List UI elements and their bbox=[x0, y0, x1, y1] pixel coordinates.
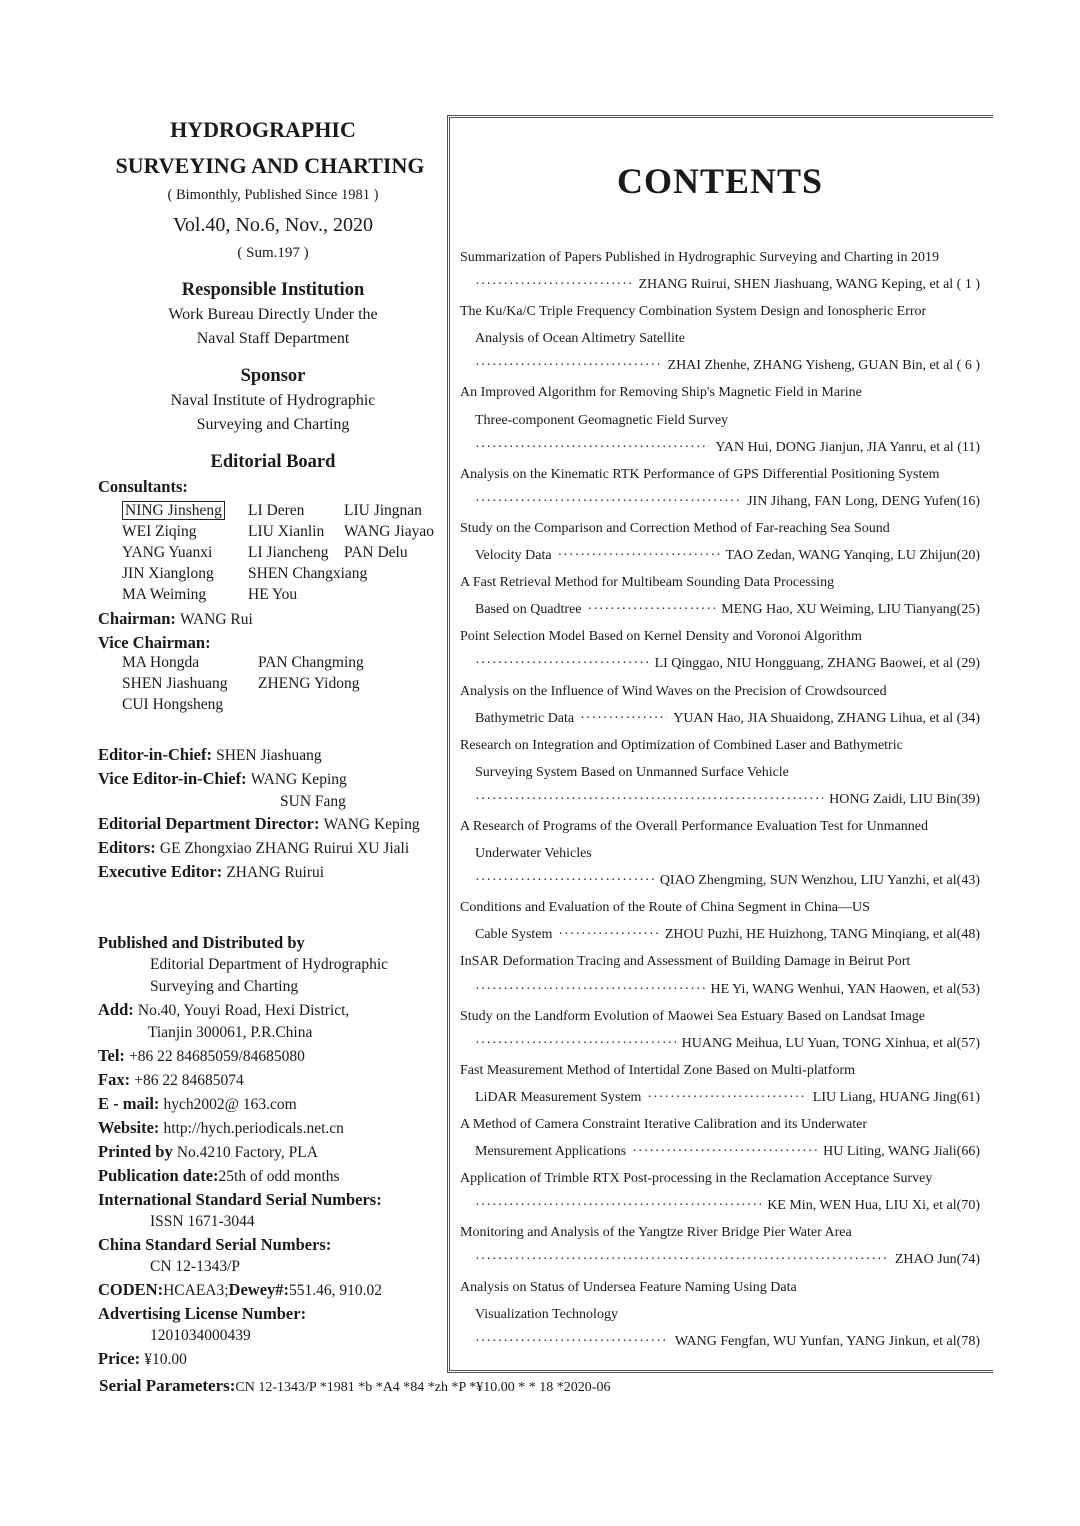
tel-value: +86 22 84685059/84685080 bbox=[129, 1048, 305, 1065]
toc-entry-title-end: Mensurement Applications bbox=[475, 1144, 627, 1160]
executive-editor-name: ZHANG Ruirui bbox=[226, 864, 325, 881]
responsible-heading: Responsible Institution bbox=[181, 280, 365, 300]
toc-leader-dots bbox=[475, 867, 654, 894]
price-value: ¥10.00 bbox=[144, 1351, 187, 1368]
consultant-name: LIU Xianlin bbox=[248, 523, 325, 540]
serial-parameters bbox=[99, 1376, 610, 1396]
toc-entry-author-row bbox=[460, 786, 980, 813]
address-value: No.40, Youyi Road, Hexi District, bbox=[137, 1002, 350, 1019]
toc-entry-author-row bbox=[460, 542, 980, 569]
toc-leader-dots bbox=[475, 1246, 889, 1273]
toc-entry-authors: LI Qinggao, NIU Hongguang, ZHANG Baowei, et al (29) bbox=[654, 656, 980, 672]
toc-entry-title: Analysis of Ocean Altimetry Satellite bbox=[475, 331, 685, 347]
toc-leader-dots bbox=[475, 352, 662, 379]
vice-chairman-name: ZHENG Yidong bbox=[258, 675, 360, 692]
vice-chairman-row bbox=[122, 696, 364, 717]
address-value-2: Tianjin 300061, P.R.China bbox=[148, 1024, 313, 1041]
toc-entry-author-row bbox=[460, 596, 980, 623]
email-line bbox=[98, 1092, 448, 1116]
consultant-row bbox=[122, 544, 434, 565]
vice-chairman-name: CUI Hongsheng bbox=[122, 696, 224, 713]
toc-leader-dots bbox=[475, 976, 705, 1003]
consultant-name: JIN Xianglong bbox=[122, 565, 214, 582]
toc-entry-title: The Ku/Ka/C Triple Frequency Combination System Design and Ionospheric Error bbox=[460, 304, 927, 320]
toc-leader-dots bbox=[558, 921, 658, 948]
toc-leader-dots bbox=[475, 1192, 761, 1219]
toc-entry-author-row bbox=[460, 867, 980, 894]
toc-leader-dots bbox=[475, 786, 823, 813]
chairman-name: WANG Rui bbox=[180, 611, 253, 628]
sum-number: ( Sum.197 ) bbox=[237, 245, 309, 261]
toc-entry-authors: LIU Liang, HUANG Jing(61) bbox=[812, 1089, 980, 1105]
vice-chairman-label: Vice Chairman: bbox=[98, 633, 211, 652]
consultant-name: MA Weiming bbox=[122, 586, 207, 603]
pubdate-line bbox=[98, 1164, 448, 1188]
toc-entry-authors: QIAO Zhengming, SUN Wenzhou, LIU Yanzhi, et al(43) bbox=[659, 873, 980, 889]
coden-line bbox=[98, 1278, 448, 1302]
toc-entry-authors: HE Yi, WANG Wenhui, YAN Haowen, et al(53) bbox=[710, 981, 980, 997]
vice-editor-line bbox=[98, 767, 448, 791]
toc-entry-title: Summarization of Papers Published in Hydrographic Surveying and Charting in 2019 bbox=[460, 250, 940, 265]
toc-leader-dots bbox=[558, 542, 720, 569]
toc-leader-dots bbox=[580, 705, 667, 732]
toc-entry-title: Conditions and Evaluation of the Route of China Segment in China—US bbox=[460, 900, 870, 916]
vice-editor-name: WANG Keping bbox=[250, 771, 347, 788]
printed-label: Printed by bbox=[98, 1142, 173, 1161]
toc-entry-title: Analysis on Status of Undersea Feature Naming Using Data bbox=[460, 1279, 797, 1295]
chairman-label: Chairman: bbox=[98, 609, 176, 628]
director-line bbox=[98, 812, 448, 836]
executive-editor-line bbox=[98, 860, 448, 884]
toc-entry-title: Research on Integration and Optimization of Combined Laser and Bathymetric bbox=[460, 737, 903, 753]
sponsor-heading: Sponsor bbox=[240, 366, 306, 386]
director-label: Editorial Department Director: bbox=[98, 814, 320, 833]
toc-entry-authors: YAN Hui, DONG Jianjun, JIA Yanru, et al (11) bbox=[715, 439, 980, 455]
consultant-row bbox=[122, 586, 434, 607]
toc-entry-authors: ZHAO Jun(74) bbox=[894, 1252, 980, 1268]
toc-leader-dots bbox=[647, 1084, 806, 1111]
journal-title-line2: SURVEYING AND CHARTING bbox=[115, 153, 425, 178]
editor-in-chief-name: SHEN Jiashuang bbox=[216, 747, 322, 764]
toc-entry-title-end: Velocity Data bbox=[475, 548, 552, 564]
printed-line bbox=[98, 1140, 448, 1164]
toc-entry-title: Underwater Vehicles bbox=[475, 846, 592, 862]
coden-label: CODEN: bbox=[98, 1280, 164, 1299]
toc-entry-authors: KE Min, WEN Hua, LIU Xi, et al(70) bbox=[767, 1198, 980, 1214]
email-value: hych2002@ 163.com bbox=[163, 1096, 297, 1113]
pubdate-value: 25th of odd months bbox=[218, 1168, 340, 1185]
published-label: Published and Distributed by bbox=[98, 933, 305, 952]
toc-entry-title: Application of Trimble RTX Post-processing in the Reclamation Acceptance Survey bbox=[460, 1171, 933, 1187]
toc-leader-dots bbox=[475, 488, 741, 515]
toc-leader-dots bbox=[475, 650, 649, 677]
toc-entry-title: Three-component Geomagnetic Field Survey bbox=[475, 412, 729, 428]
editor-in-chief-line bbox=[98, 743, 448, 767]
vice-chairman-name: MA Hongda bbox=[122, 654, 200, 671]
consultant-name: YANG Yuanxi bbox=[122, 544, 213, 561]
consultant-name: WANG Jiayao bbox=[344, 523, 434, 540]
toc-entry-author-row bbox=[460, 1328, 980, 1355]
website-value: http://hych.periodicals.net.cn bbox=[163, 1120, 344, 1137]
toc-leader-dots bbox=[475, 1030, 676, 1057]
toc-entry-title: Study on the Landform Evolution of Maowei Sea Estuary Based on Landsat Image bbox=[460, 1008, 926, 1024]
toc-entry-author-row bbox=[460, 1192, 980, 1219]
responsible-line2: Naval Staff Department bbox=[196, 330, 350, 347]
editors-label: Editors: bbox=[98, 838, 156, 857]
consultant-name: WEI Ziqing bbox=[122, 523, 197, 540]
toc-entry-author-row bbox=[460, 1138, 980, 1165]
masthead-column bbox=[98, 112, 448, 1371]
toc-entry-title: An Improved Algorithm for Removing Ship's Magnetic Field in Marine bbox=[460, 385, 862, 401]
consultants-label: Consultants: bbox=[98, 477, 188, 496]
toc-entry-author-row bbox=[460, 488, 980, 515]
responsible-line1: Work Bureau Directly Under the bbox=[168, 306, 378, 323]
tel-line bbox=[98, 1044, 448, 1068]
toc-entry-authors: ZHANG Ruirui, SHEN Jiashuang, WANG Keping, et al ( 1 ) bbox=[638, 277, 980, 293]
contents-title: CONTENTS bbox=[616, 161, 824, 201]
chairman-line bbox=[98, 607, 448, 631]
toc-leader-dots bbox=[475, 271, 632, 298]
toc-entry-authors: ZHAI Zhenhe, ZHANG Yisheng, GUAN Bin, et al ( 6 ) bbox=[667, 358, 980, 374]
consultant-row bbox=[122, 502, 434, 523]
serial-value: CN 12-1343/P *1981 *b *A4 *84 *zh *P *¥10.00 * * 18 *2020-06 bbox=[235, 1380, 611, 1395]
published-line1: Editorial Department of Hydrographic bbox=[150, 956, 389, 973]
toc-entry-authors: ZHOU Puzhi, HE Huizhong, TANG Minqiang, et al(48) bbox=[664, 927, 980, 943]
dewey-value: 551.46, 910.02 bbox=[289, 1282, 383, 1299]
consultant-row bbox=[122, 523, 434, 544]
toc-entry-author-row bbox=[460, 271, 980, 298]
toc-entry-title-end: Cable System bbox=[475, 927, 553, 943]
cn-label: China Standard Serial Numbers: bbox=[98, 1235, 332, 1254]
toc-entry-author-row bbox=[460, 976, 980, 1003]
toc-leader-dots bbox=[475, 1328, 669, 1355]
toc-leader-dots bbox=[475, 434, 709, 461]
printed-value: No.4210 Factory, PLA bbox=[176, 1144, 318, 1161]
toc-entry-author-row bbox=[460, 352, 980, 379]
vice-chairman-row bbox=[122, 654, 364, 675]
vice-chairman-row bbox=[122, 675, 364, 696]
editorial-board-heading: Editorial Board bbox=[210, 452, 336, 472]
toc-entry-author-row bbox=[460, 705, 980, 732]
consultant-name: LI Deren bbox=[248, 502, 305, 519]
frequency: ( Bimonthly, Published Since 1981 ) bbox=[167, 187, 379, 203]
sponsor-line2: Surveying and Charting bbox=[196, 416, 350, 433]
toc-entry-title: Study on the Comparison and Correction Method of Far-reaching Sea Sound bbox=[460, 520, 890, 536]
price-label: Price: bbox=[98, 1349, 141, 1368]
email-label: E - mail: bbox=[98, 1094, 160, 1113]
vice-chairman-name: PAN Changming bbox=[258, 654, 364, 671]
toc-entry-title: Point Selection Model Based on Kernel Density and Voronoi Algorithm bbox=[460, 629, 862, 645]
toc-entry-title: Analysis on the Influence of Wind Waves on the Precision of Crowdsourced bbox=[460, 683, 887, 699]
consultant-name: LIU Jingnan bbox=[344, 502, 422, 519]
toc-entry-author-row bbox=[460, 1084, 980, 1111]
editors-line bbox=[98, 836, 448, 860]
ad-label: Advertising License Number: bbox=[98, 1304, 307, 1323]
consultant-name: PAN Delu bbox=[344, 544, 408, 561]
website-label: Website: bbox=[98, 1118, 160, 1137]
toc-entry-authors: WANG Fengfan, WU Yunfan, YANG Jinkun, et al(78) bbox=[674, 1333, 980, 1349]
executive-editor-label: Executive Editor: bbox=[98, 862, 223, 881]
toc-entry-authors: JIN Jihang, FAN Long, DENG Yufen(16) bbox=[747, 493, 980, 509]
consultant-name: LI Jiancheng bbox=[248, 544, 329, 561]
toc-entry-authors: TAO Zedan, WANG Yanqing, LU Zhijun(20) bbox=[725, 548, 980, 564]
consultant-name-boxed: NING Jinsheng bbox=[122, 501, 225, 520]
price-line bbox=[98, 1347, 448, 1371]
vice-editor-name-2: SUN Fang bbox=[280, 793, 346, 810]
website-line bbox=[98, 1116, 448, 1140]
toc-entry-authors: HUANG Meihua, LU Yuan, TONG Xinhua, et al(57) bbox=[681, 1035, 980, 1051]
toc-entry-title: Fast Measurement Method of Intertidal Zone Based on Multi-platform bbox=[460, 1062, 856, 1078]
address-line bbox=[98, 998, 448, 1022]
issn-value: ISSN 1671-3044 bbox=[150, 1213, 255, 1230]
cn-value: CN 12-1343/P bbox=[150, 1258, 240, 1275]
sponsor-line1: Naval Institute of Hydrographic bbox=[170, 392, 376, 409]
consultant-name: HE You bbox=[248, 586, 298, 603]
vice-chairman-name: SHEN Jiashuang bbox=[122, 675, 228, 692]
director-name: WANG Keping bbox=[323, 816, 420, 833]
dewey-label: Dewey#: bbox=[228, 1280, 290, 1299]
toc-entry-title: A Method of Camera Constraint Iterative Calibration and its Underwater bbox=[460, 1117, 868, 1132]
toc-leader-dots bbox=[632, 1138, 817, 1165]
fax-label: Fax: bbox=[98, 1070, 131, 1089]
toc-entry-title: A Fast Retrieval Method for Multibeam Sounding Data Processing bbox=[460, 575, 835, 591]
toc-entry-author-row bbox=[460, 1030, 980, 1057]
toc-entry-authors: MENG Hao, XU Weiming, LIU Tianyang(25) bbox=[721, 602, 980, 618]
toc-entry-author-row bbox=[460, 1246, 980, 1273]
consultant-name: SHEN Changxiang bbox=[248, 565, 368, 582]
journal-title-line1: HYDROGRAPHIC bbox=[170, 117, 356, 142]
vice-chairmen-table bbox=[122, 654, 364, 717]
toc-entry-title: A Research of Programs of the Overall Performance Evaluation Test for Unmanned bbox=[460, 818, 929, 834]
consultant-row bbox=[122, 565, 434, 586]
toc-leader-dots bbox=[588, 596, 716, 623]
toc-entry-title-end: LiDAR Measurement System bbox=[475, 1089, 642, 1105]
toc-entry-title-end: Bathymetric Data bbox=[475, 710, 575, 726]
toc-entry-title: Analysis on the Kinematic RTK Performance of GPS Differential Positioning System bbox=[460, 466, 940, 482]
toc-entry-title-end: Based on Quadtree bbox=[475, 602, 582, 618]
toc-entry-title: Surveying System Based on Unmanned Surface Vehicle bbox=[475, 764, 789, 780]
issn-label: International Standard Serial Numbers: bbox=[98, 1190, 382, 1209]
fax-line bbox=[98, 1068, 448, 1092]
editor-in-chief-label: Editor-in-Chief: bbox=[98, 745, 212, 764]
vice-editor-label: Vice Editor-in-Chief: bbox=[98, 769, 247, 788]
toc-entry-authors: YUAN Hao, JIA Shuaidong, ZHANG Lihua, et al (34) bbox=[673, 710, 980, 726]
editors-names: GE Zhongxiao ZHANG Ruirui XU Jiali bbox=[159, 840, 410, 857]
toc-entry-author-row bbox=[460, 650, 980, 677]
fax-value: +86 22 84685074 bbox=[134, 1072, 244, 1089]
toc-entry-title: Monitoring and Analysis of the Yangtze River Bridge Pier Water Area bbox=[460, 1225, 852, 1241]
tel-label: Tel: bbox=[98, 1046, 125, 1065]
toc-entry-title: Visualization Technology bbox=[475, 1306, 618, 1322]
address-label: Add: bbox=[98, 1000, 134, 1019]
toc-entry-author-row bbox=[460, 434, 980, 461]
coden-value: HCAEA3; bbox=[163, 1282, 229, 1299]
volume: Vol.40, No.6, Nov., 2020 bbox=[172, 214, 373, 236]
toc-entry-title: InSAR Deformation Tracing and Assessment of Building Damage in Beirut Port bbox=[460, 954, 911, 970]
consultants-table bbox=[122, 502, 434, 607]
pubdate-label: Publication date: bbox=[98, 1166, 219, 1185]
published-line2: Surveying and Charting bbox=[150, 978, 299, 995]
ad-value: 1201034000439 bbox=[150, 1327, 251, 1344]
contents-list bbox=[460, 244, 980, 1355]
toc-entry-author-row bbox=[460, 921, 980, 948]
toc-entry-authors: HU Liting, WANG Jiali(66) bbox=[823, 1144, 980, 1160]
serial-label: Serial Parameters: bbox=[99, 1376, 236, 1395]
toc-entry-authors: HONG Zaidi, LIU Bin(39) bbox=[829, 791, 980, 807]
